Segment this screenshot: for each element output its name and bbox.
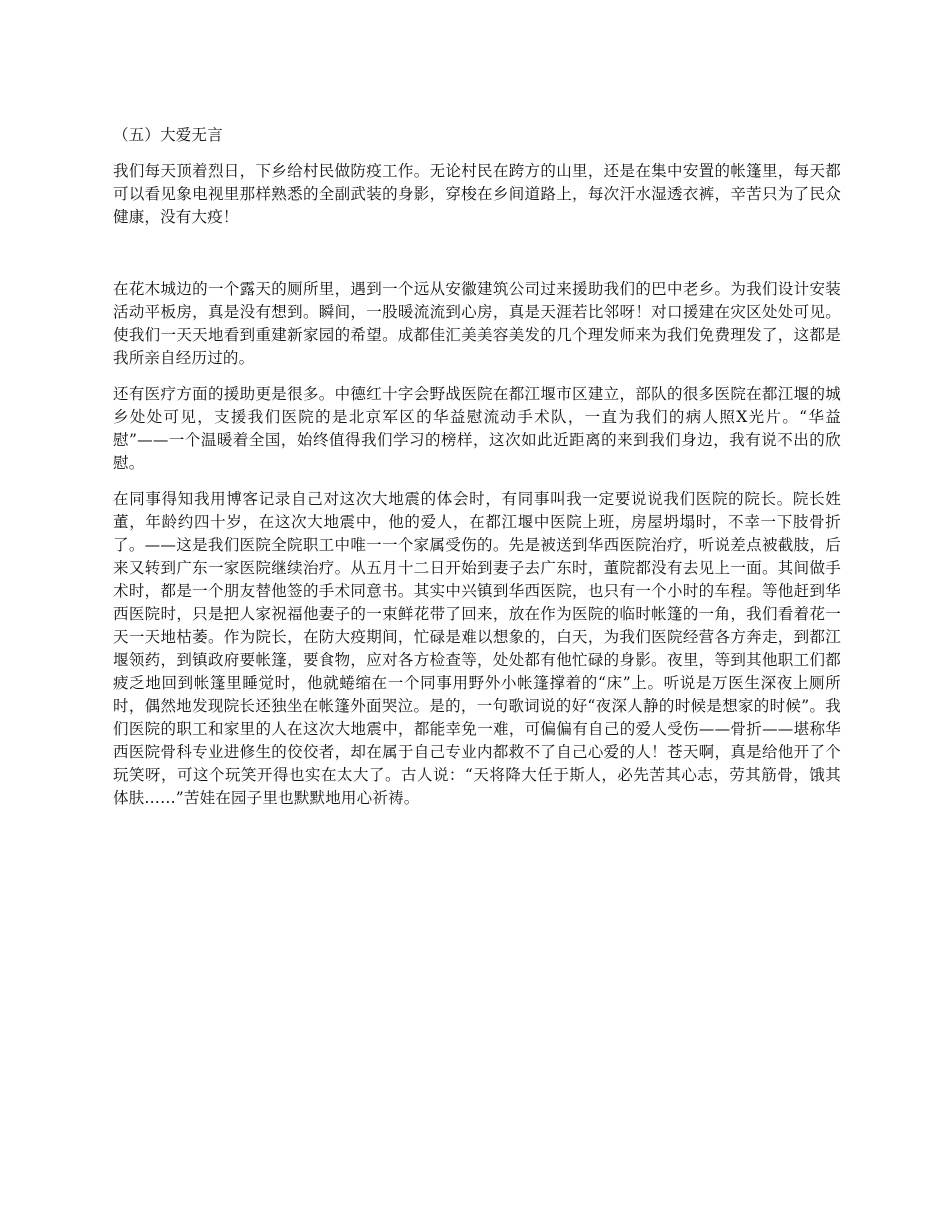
document-body xyxy=(113,124,841,823)
paragraph-3: 还有医疗方面的援助更是很多。中德红十字会野战医院在都江堰市区建立，部队的很多医院在都江堰的城乡处处可见，支援我们医院的是北京军区的华益慰流动手术队，一直为我们的病人照X光片。“华益慰”——一个温暖着全国，始终值得我们学习的榜样，这次如此近距离的来到我们身边，我有说不出的欣慰。 xyxy=(113,385,841,472)
section-heading: （五）大爱无言 xyxy=(113,126,223,144)
paragraph-4: 在同事得知我用博客记录自己对这次大地震的体会时，有同事叫我一定要说说我们医院的院长。院长姓董，年龄约四十岁，在这次大地震中，他的爱人，在都江堰中医院上班，房屋坍塌时，不幸一下肢骨折了。——这是我们医院全院职工中唯一一个家属受伤的。先是被送到华西医院治疗，听说差点被截肢，后来又转到广东一家医院继续治疗。从五月十二日开始到妻子去广东时，董院都没有去见上一面。其间做手术时，都是一个朋友替他签的手术同意书。其实中兴镇到华西医院，也只有一个小时的车程。等他赶到华西医院时，只是把人家祝福他妻子的一束鲜花带了回来，放在作为医院的临时帐篷的一角，我们看着花一天一天地枯萎。作为院长，在防大疫期间，忙碌是难以想象的，白天，为我们医院经营各方奔走，到都江堰领药，到镇政府要帐篷，要食物，应对各方检查等，处处都有他忙碌的身影。夜里，等到其他职工们都疲乏地回到帐篷里睡觉时，他就蜷缩在一个同事用野外小帐篷撑着的“床”上。听说是万医生深夜上厕所时，偶然地发现院长还独坐在帐篷外面哭泣。是的，一句歌词说的好“夜深人静的时候是想家的时候”。我们医院的职工和家里的人在这次大地震中，都能幸免一难，可偏偏有自己的爱人受伤——骨折——堪称华西医院骨科专业进修生的佼佼者，却在属于自己专业内都救不了自己心爱的人！苍天啊，真是给他开了个玩笑呀，可这个玩笑开得也实在太大了。古人说：“天将降大任于斯人，必先苦其心志，劳其筋骨，饿其体肤……”苦娃在园子里也默默地用心祈祷。 xyxy=(113,490,841,807)
paragraph-2: 在花木城边的一个露天的厕所里，遇到一个远从安徽建筑公司过来援助我们的巴中老乡。为我们设计安装活动平板房，真是没有想到。瞬间，一股暖流流到心房，真是天涯若比邻呀！对口援建在灾区处处可见。使我们一天天地看到重建新家园的希望。成都佳汇美美容美发的几个理发师来为我们免费理发了，这都是我所亲自经历过的。 xyxy=(113,280,841,367)
paragraph-gap xyxy=(113,242,841,278)
paragraph-1: 我们每天顶着烈日，下乡给村民做防疫工作。无论村民在跨方的山里，还是在集中安置的帐篷里，每天都可以看见象电视里那样熟悉的全副武装的身影，穿梭在乡间道路上，每次汗水湿透衣裤，辛苦只为了民众健康，没有大疫！ xyxy=(113,162,841,226)
